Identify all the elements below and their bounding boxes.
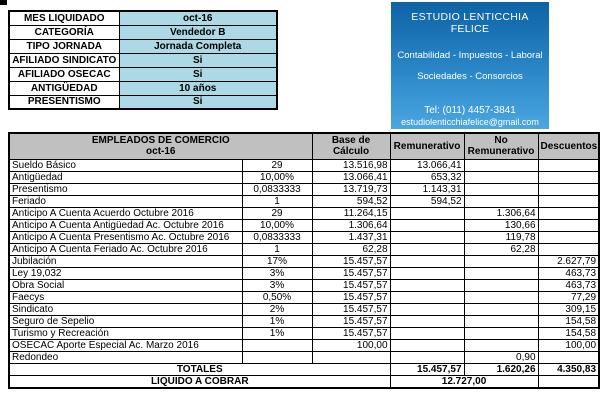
cell-base: 15.457,57 (312, 327, 390, 339)
info-row (9, 67, 277, 81)
payroll-row (9, 243, 599, 255)
cell-qty: 2% (242, 303, 312, 315)
cell-base: 13.516,98 (312, 159, 390, 171)
cell-descuentos: 154,58 (538, 327, 599, 339)
cell-label: Jubilación (9, 255, 242, 267)
cell-no_remunerativo (464, 255, 538, 267)
info-value: Si (119, 95, 277, 109)
net-pay-row (9, 375, 599, 388)
cell-remunerativo: 594,52 (390, 195, 464, 207)
payroll-row (9, 303, 599, 315)
payroll-row (9, 255, 599, 267)
payroll-title-line1: EMPLEADOS DE COMERCIO (91, 134, 230, 146)
cell-label: Anticipo A Cuenta Feriado Ac. Octubre 2016 (9, 243, 242, 255)
info-row (9, 95, 277, 109)
payroll-row (9, 219, 599, 231)
payroll-row (9, 327, 599, 339)
cell-remunerativo: 1.143,31 (390, 183, 464, 195)
cell-qty: 29 (242, 159, 312, 171)
info-label: AFILIADO OSECAC (9, 67, 119, 81)
cell-qty (242, 339, 312, 351)
cell-base: 15.457,57 (312, 255, 390, 267)
accounting-firm-card (391, 2, 549, 129)
cell-remunerativo (390, 231, 464, 243)
cell-base (312, 351, 390, 363)
firm-services-line1: Contabilidad - Impuestos - Laboral (397, 50, 543, 61)
totals-no-remunerativo: 1.620,26 (464, 363, 538, 375)
cell-label: Turismo y Recreación (9, 327, 242, 339)
cell-base: 15.457,57 (312, 279, 390, 291)
cell-base: 13.066,41 (312, 171, 390, 183)
payroll-row (9, 267, 599, 279)
cell-qty: 0,0833333 (242, 183, 312, 195)
cell-label: Ley 19,032 (9, 267, 242, 279)
employee-info-table (8, 10, 278, 110)
payroll-title-line2: oct-16 (146, 146, 176, 158)
cell-descuentos (538, 219, 599, 231)
cell-no_remunerativo: 0,90 (464, 351, 538, 363)
cell-remunerativo (390, 255, 464, 267)
col-header-remunerativo: Remunerativo (390, 133, 464, 159)
payroll-row (9, 195, 599, 207)
cell-descuentos (538, 207, 599, 219)
net-pay-empty-cell (538, 375, 599, 388)
payroll-row (9, 291, 599, 303)
info-label: AFILIADO SINDICATO (9, 53, 119, 67)
cell-base: 13.719,73 (312, 183, 390, 195)
cell-no_remunerativo: 119,78 (464, 231, 538, 243)
payroll-row (9, 171, 599, 183)
info-label: MES LIQUIDADO (9, 11, 119, 25)
cell-no_remunerativo (464, 315, 538, 327)
cell-remunerativo (390, 279, 464, 291)
info-value: Vendedor B (119, 25, 277, 39)
info-value: Si (119, 53, 277, 67)
cell-descuentos (538, 171, 599, 183)
payroll-table (8, 132, 600, 389)
cell-qty: 3% (242, 279, 312, 291)
cell-descuentos (538, 231, 599, 243)
cell-no_remunerativo (464, 291, 538, 303)
cell-label: Obra Social (9, 279, 242, 291)
cell-qty: 1% (242, 315, 312, 327)
cell-no_remunerativo (464, 195, 538, 207)
cell-label: Faecys (9, 291, 242, 303)
cell-label: Seguro de Sepelio (9, 315, 242, 327)
cell-descuentos (538, 159, 599, 171)
info-value: oct-16 (119, 11, 277, 25)
net-pay-label: LIQUIDO A COBRAR (9, 375, 390, 388)
cell-remunerativo (390, 315, 464, 327)
firm-services-line2: Sociedades - Consorcios (417, 71, 523, 82)
cell-label: Presentismo (9, 183, 242, 195)
cell-no_remunerativo: 1.306,64 (464, 207, 538, 219)
cell-base: 1.306,64 (312, 219, 390, 231)
payroll-row (9, 159, 599, 171)
cell-base: 11.264,15 (312, 207, 390, 219)
payroll-row (9, 315, 599, 327)
cell-descuentos (538, 195, 599, 207)
cell-label: Redondeo (9, 351, 242, 363)
cell-label: Feriado (9, 195, 242, 207)
cell-descuentos (538, 243, 599, 255)
net-pay-value: 12.727,00 (390, 375, 538, 388)
cell-descuentos: 463,73 (538, 279, 599, 291)
cell-remunerativo (390, 219, 464, 231)
cell-remunerativo (390, 243, 464, 255)
cell-descuentos: 309,15 (538, 303, 599, 315)
cell-descuentos (538, 351, 599, 363)
cell-descuentos: 77,29 (538, 291, 599, 303)
cell-remunerativo (390, 267, 464, 279)
cell-remunerativo: 653,32 (390, 171, 464, 183)
firm-email: estudiolenticchiafelice@gmail.com (401, 117, 539, 127)
info-row (9, 39, 277, 53)
firm-name: ESTUDIO LENTICCHIA FELICE (411, 11, 529, 35)
cell-descuentos: 2.627,79 (538, 255, 599, 267)
payroll-title (9, 133, 312, 159)
cell-label: Sueldo Básico (9, 159, 242, 171)
payroll-row (9, 231, 599, 243)
cell-base: 15.457,57 (312, 315, 390, 327)
cell-base: 100,00 (312, 339, 390, 351)
cell-qty: 17% (242, 255, 312, 267)
cell-qty: 0,50% (242, 291, 312, 303)
payroll-row (9, 279, 599, 291)
cell-remunerativo (390, 207, 464, 219)
cell-no_remunerativo (464, 303, 538, 315)
cell-remunerativo (390, 327, 464, 339)
cell-remunerativo (390, 291, 464, 303)
totals-remunerativo: 15.457,57 (390, 363, 464, 375)
cell-qty: 1 (242, 195, 312, 207)
info-label: CATEGORÍA (9, 25, 119, 39)
cell-label: Sindicato (9, 303, 242, 315)
cell-qty: 0,0833333 (242, 231, 312, 243)
totals-descuentos: 4.350,83 (538, 363, 599, 375)
info-row (9, 53, 277, 67)
col-header-no-remunerativo: No Remunerativo (464, 133, 538, 159)
info-label: TIPO JORNADA (9, 39, 119, 53)
cell-no_remunerativo (464, 327, 538, 339)
cell-no_remunerativo: 62,28 (464, 243, 538, 255)
cell-qty: 10,00% (242, 171, 312, 183)
cell-descuentos: 463,73 (538, 267, 599, 279)
cell-label: Anticipo A Cuenta Acuerdo Octubre 2016 (9, 207, 242, 219)
cell-label: Anticipo A Cuenta Presentismo Ac. Octubre 2016 (9, 231, 242, 243)
cell-base: 1.437,31 (312, 231, 390, 243)
info-value: Si (119, 67, 277, 81)
cell-remunerativo (390, 303, 464, 315)
cell-base: 15.457,57 (312, 267, 390, 279)
cell-remunerativo (390, 339, 464, 351)
cell-label: Anticipo A Cuenta Antigüedad Ac. Octubre 2016 (9, 219, 242, 231)
payroll-row (9, 183, 599, 195)
payroll-row (9, 207, 599, 219)
firm-contact (388, 105, 552, 127)
payroll-row (9, 339, 599, 351)
cell-no_remunerativo (464, 171, 538, 183)
cell-label: Antigüedad (9, 171, 242, 183)
col-header-descuentos: Descuentos (538, 133, 599, 159)
cell-no_remunerativo (464, 267, 538, 279)
cell-remunerativo: 13.066,41 (390, 159, 464, 171)
cell-descuentos: 100,00 (538, 339, 599, 351)
info-label: PRESENTISMO (9, 95, 119, 109)
cell-qty: 1% (242, 327, 312, 339)
cell-no_remunerativo (464, 183, 538, 195)
cell-base: 62,28 (312, 243, 390, 255)
cell-base: 15.457,57 (312, 291, 390, 303)
cell-qty: 3% (242, 267, 312, 279)
info-label: ANTIGÜEDAD (9, 81, 119, 95)
cell-descuentos: 154,58 (538, 315, 599, 327)
info-value: Jornada Completa (119, 39, 277, 53)
info-row (9, 11, 277, 25)
cell-no_remunerativo (464, 279, 538, 291)
payroll-row (9, 351, 599, 363)
totals-label: TOTALES (9, 363, 390, 375)
cell-label: OSECAC Aporte Especial Ac. Marzo 2016 (9, 339, 242, 351)
cell-no_remunerativo: 130,66 (464, 219, 538, 231)
cell-descuentos (538, 183, 599, 195)
firm-phone: Tel: (011) 4457-3841 (424, 105, 516, 116)
info-row (9, 81, 277, 95)
info-row (9, 25, 277, 39)
totals-row (9, 363, 599, 375)
cell-qty (242, 351, 312, 363)
cell-qty: 29 (242, 207, 312, 219)
cell-qty: 10,00% (242, 219, 312, 231)
info-value: 10 años (119, 81, 277, 95)
cell-remunerativo (390, 351, 464, 363)
cell-base: 15.457,57 (312, 303, 390, 315)
cell-no_remunerativo (464, 159, 538, 171)
cell-qty: 1 (242, 243, 312, 255)
corner-mark (0, 0, 7, 5)
cell-no_remunerativo (464, 339, 538, 351)
payroll-header-row (9, 133, 599, 159)
cell-base: 594,52 (312, 195, 390, 207)
col-header-base-calculo: Base de Cálculo (312, 133, 390, 159)
